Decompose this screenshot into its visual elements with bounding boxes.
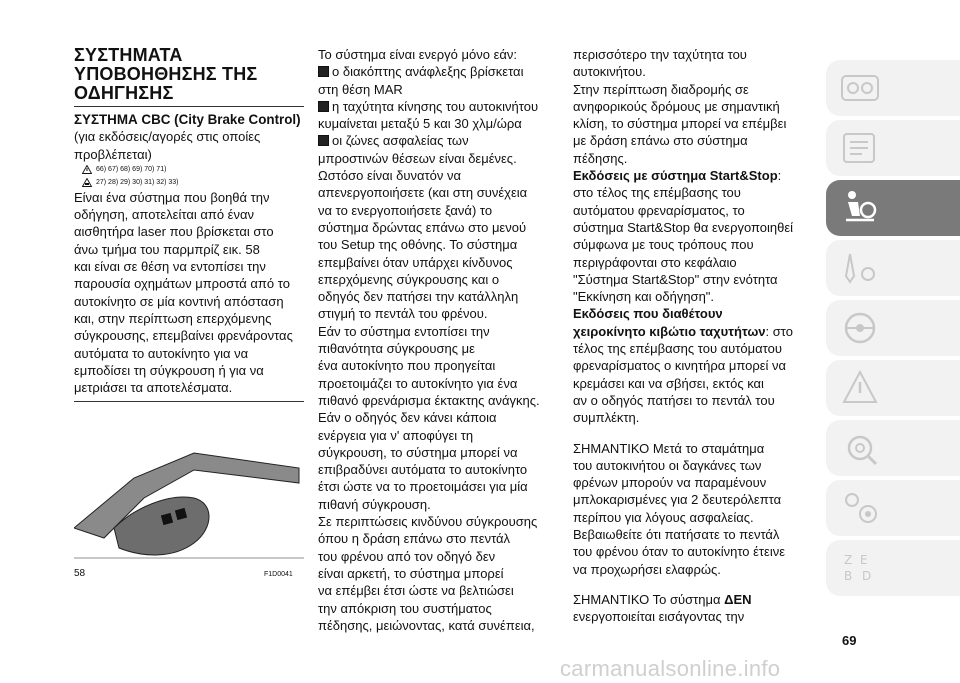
body-line: σύστημα δρώντας επάνω στο μενού	[318, 219, 527, 235]
body-line: του φρένου από τον οδηγό δεν	[318, 548, 496, 564]
body-line: παρουσία οχημάτων μπροστά από το	[74, 276, 290, 292]
intro-line: προβλέπεται)	[74, 146, 152, 162]
body-line: φρένων μπορούν να παραμένουν	[573, 475, 767, 491]
warning-refs-text: 66) 67) 68) 69) 70) 71)	[96, 165, 167, 173]
svg-text:D: D	[862, 569, 872, 583]
body-line: επεμβαίνει όταν υπάρχει κίνδυνος	[318, 254, 513, 270]
body-line: μπλοκαρισμένες για 2 δευτερόλεπτα	[573, 492, 782, 508]
important-note-2: ΣΗΜΑΝΤΙΚΟ Το σύστημα ΔΕΝ	[573, 591, 752, 607]
body-line: προετοιμάζει το αυτοκίνητο για ένα	[318, 375, 518, 391]
safety-airbag-icon	[838, 186, 882, 230]
title-rule	[74, 106, 304, 107]
body-line: την απόκριση του συστήματος	[318, 600, 492, 616]
body-line: αυτοκινήτου.	[573, 64, 646, 80]
body-line: Εάν το σύστημα εντοπίσει την	[318, 323, 490, 339]
body-line: Σε περιπτώσεις κινδύνου σύγκρουσης	[318, 514, 538, 530]
technical-data-icon	[838, 486, 882, 530]
page-number: 69	[842, 633, 857, 648]
body-line: σύγκρουση, το σύστημα μπορεί να	[318, 444, 518, 460]
body-line: σύμφωνα με τους τρόπους που	[573, 237, 754, 253]
column-3	[573, 46, 813, 626]
body-line: περίπου για λόγους ασφαλείας.	[573, 509, 754, 525]
bullet-continuation: κυμαίνεται μεταξύ 5 και 30 χλμ/ώρα	[318, 116, 522, 132]
windshield-sensor-illustration	[74, 408, 304, 572]
caution-car-icon	[82, 178, 92, 187]
body-line: επιβραδύνει αυτόματα το αυτοκίνητο	[318, 462, 528, 478]
body-line: συμπλέκτη.	[573, 410, 640, 426]
body-line: αυτόματου φρεναρίσματος, το	[573, 202, 745, 218]
body-line: Βεβαιωθείτε ότι πατήσατε το πεντάλ	[573, 527, 780, 543]
body-line: και, στην περίπτωση επερχόμενης	[74, 310, 272, 326]
body-line: σύγκρουσης, επεμβαίνει φρενάροντας	[74, 328, 293, 344]
body-line: πιθανότητα σύγκρουσης με	[318, 341, 475, 357]
body-line: Είναι ένα σύστημα που βοηθά την	[74, 189, 270, 205]
body-line: φρεναρίσματος ο κινητήρα μπορεί να	[573, 358, 787, 374]
body-line: επερχόμενης σύγκρουσης και ο	[318, 271, 500, 287]
body-line: άνω τμήμα του παρμπρίζ εικ. 58	[74, 241, 260, 257]
figure-id: F1D0041	[264, 571, 293, 578]
tab-maintenance[interactable]	[826, 420, 960, 476]
body-line: Ωστόσο είναι δυνατόν να	[318, 168, 462, 184]
section-title-line3: ΟΔΗΓΗΣΗΣ	[74, 83, 174, 103]
body-line: Το σύστημα είναι ενεργό μόνο εάν:	[318, 47, 518, 62]
body-line: όπου η δράση επάνω στο πεντάλ	[318, 531, 511, 547]
spacer	[573, 578, 813, 591]
body-line: έτσι ώστε να το προετοιμάσει για μία	[318, 479, 528, 495]
windshield-sensor-figure	[74, 408, 304, 572]
body-line: ένα αυτοκίνητο που προηγείται	[318, 358, 496, 374]
warning-refs	[82, 163, 304, 176]
bullet-square-icon	[318, 66, 329, 77]
body-line: Εάν ο οδηγός δεν κάνει κάποια	[318, 410, 497, 426]
tab-service[interactable]	[826, 240, 960, 296]
warning-triangle-icon	[82, 165, 92, 174]
index-icon	[838, 546, 882, 590]
body-line: περισσότερο την ταχύτητα του	[573, 47, 747, 62]
bullet-item: η ταχύτητα κίνησης του αυτοκινήτου	[318, 98, 558, 115]
body-line: πέδησης, μειώνοντας, κατά συνέπεια,	[318, 617, 535, 633]
section-title-line1: ΣΥΣΤΗΜΑΤΑ	[74, 45, 183, 65]
tab-technical-data[interactable]	[826, 480, 960, 536]
body-line: οδήγηση, αποτελείται από έναν	[74, 207, 254, 223]
gearbox-heading-line1: Εκδόσεις που διαθέτουν	[573, 306, 723, 322]
caution-refs-text: 27) 28) 29) 30) 31) 32) 33)	[96, 178, 179, 186]
bullet-item: ο διακόπτης ανάφλεξης βρίσκεται	[318, 63, 558, 80]
service-tools-icon	[838, 246, 882, 290]
body-line: στιγμή το πεντάλ του φρένου.	[318, 306, 488, 322]
body-line: πέδησης.	[573, 150, 628, 166]
body-line: του Setup της οθόνης. Το σύστημα	[318, 237, 518, 253]
body-line: απενεργοποιήσετε (και στη συνέχεια	[318, 185, 528, 201]
car-info-icon	[838, 126, 882, 170]
watermark: carmanualsonline.info	[560, 656, 781, 681]
body-line: "Εκκίνηση και οδήγηση".	[573, 289, 715, 305]
body-line: εμποδίσει τη σύγκρουση ή για να	[74, 362, 264, 378]
body-line: αν ο οδηγός πατήσει το πεντάλ του	[573, 392, 775, 408]
cbc-subtitle: ΣΥΣΤΗΜΑ CBC (City Brake Control)	[74, 112, 301, 127]
bullet-square-icon	[318, 135, 329, 146]
column-2	[318, 46, 558, 634]
tab-driving[interactable]	[826, 300, 960, 356]
svg-text:B: B	[844, 569, 853, 583]
body-line: του αυτοκινήτου οι δαγκάνες των	[573, 457, 762, 473]
bullet-continuation: μπροστινών θέσεων είναι δεμένες.	[318, 150, 517, 166]
body-line: ενέργεια για ν' αποφύγει τη	[318, 427, 474, 443]
important-note-1: ΣΗΜΑΝΤΙΚΟ Μετά το σταμάτημα	[573, 440, 765, 456]
tab-index[interactable]	[826, 540, 960, 596]
body-line: στο τέλος της επέμβασης του	[573, 185, 741, 201]
dashboard-icon	[838, 66, 882, 110]
body-line: ενεργοποιείται εισάγοντας την	[573, 609, 745, 625]
body-line: αυτόματα το αυτοκίνητο για να	[74, 345, 249, 361]
emergency-icon	[838, 366, 882, 410]
tab-dashboard[interactable]	[826, 60, 960, 116]
body-line: κλίση, το σύστημα μπορεί να επέμβει	[573, 116, 787, 132]
tab-safety[interactable]	[826, 180, 960, 236]
column-1	[74, 46, 304, 572]
body-line: να επέμβει έτσι ώστε να βελτιώσει	[318, 583, 514, 599]
spacer	[573, 427, 813, 440]
body-line: του φρένου όταν το αυτοκίνητο έτεινε	[573, 544, 786, 560]
body-line: κρεμάσει και να σβήσει, εκτός και	[573, 375, 764, 391]
body-line: μετριάσει τα αποτελέσματα.	[74, 380, 233, 396]
body-line: πιθανό φρενάρισμα έκτακτης ανάγκης.	[318, 392, 540, 408]
body-line: και είναι σε θέση να εντοπίσει την	[74, 259, 266, 275]
bullet-continuation: στη θέση MAR	[318, 81, 403, 97]
body-line: οδηγός δεν πατήσει την κατάλληλη	[318, 289, 519, 305]
body-line: τέλος της επέμβασης του αυτόματου	[573, 341, 782, 357]
caution-refs	[82, 176, 304, 189]
gearbox-heading-line2: χειροκίνητο κιβώτιο ταχυτήτων: στο	[573, 323, 793, 339]
figure-top-rule	[74, 401, 304, 402]
svg-text:Z: Z	[844, 553, 853, 567]
body-line: με δράση επάνω στο σύστημα	[573, 133, 748, 149]
body-line: Στην περίπτωση διαδρομής σε	[573, 81, 749, 97]
body-line: να προχωρήσει ελαφρώς.	[573, 561, 721, 577]
tab-emergency[interactable]	[826, 360, 960, 416]
body-line: είναι αρκετή, το σύστημα μπορεί	[318, 565, 504, 581]
body-line: αισθητήρα laser που βρίσκεται στο	[74, 224, 274, 240]
start-stop-heading: Εκδόσεις με σύστημα Start&Stop:	[573, 168, 782, 184]
body-line: αυτοκίνητο σε μία κοντινή απόσταση	[74, 293, 284, 309]
body-line: πιθανή σύγκρουση.	[318, 496, 431, 512]
steering-wheel-icon	[838, 306, 882, 350]
body-line: περιγράφονται στο κεφάλαιο	[573, 254, 737, 270]
figure-number: 58	[74, 568, 86, 579]
bullet-square-icon	[318, 101, 329, 112]
body-line: να το ενεργοποιήσετε ξανά) το	[318, 202, 493, 218]
svg-text:E: E	[860, 553, 868, 567]
body-line: ανηφορικούς δρόμους με σημαντική	[573, 98, 780, 114]
intro-line: (για εκδόσεις/αγορές στις οποίες	[74, 129, 261, 145]
body-line: "Σύστημα Start&Stop" στην ενότητα	[573, 271, 778, 287]
section-title-line2: ΥΠΟΒΟΗΘΗΣΗΣ ΤΗΣ	[74, 64, 258, 84]
cbc-body	[74, 189, 304, 397]
bullet-item: οι ζώνες ασφαλείας των	[318, 132, 558, 149]
body-line: σύστημα Start&Stop θα ενεργοποιηθεί	[573, 219, 794, 235]
tab-car-info[interactable]	[826, 120, 960, 176]
maintenance-icon	[838, 426, 882, 470]
